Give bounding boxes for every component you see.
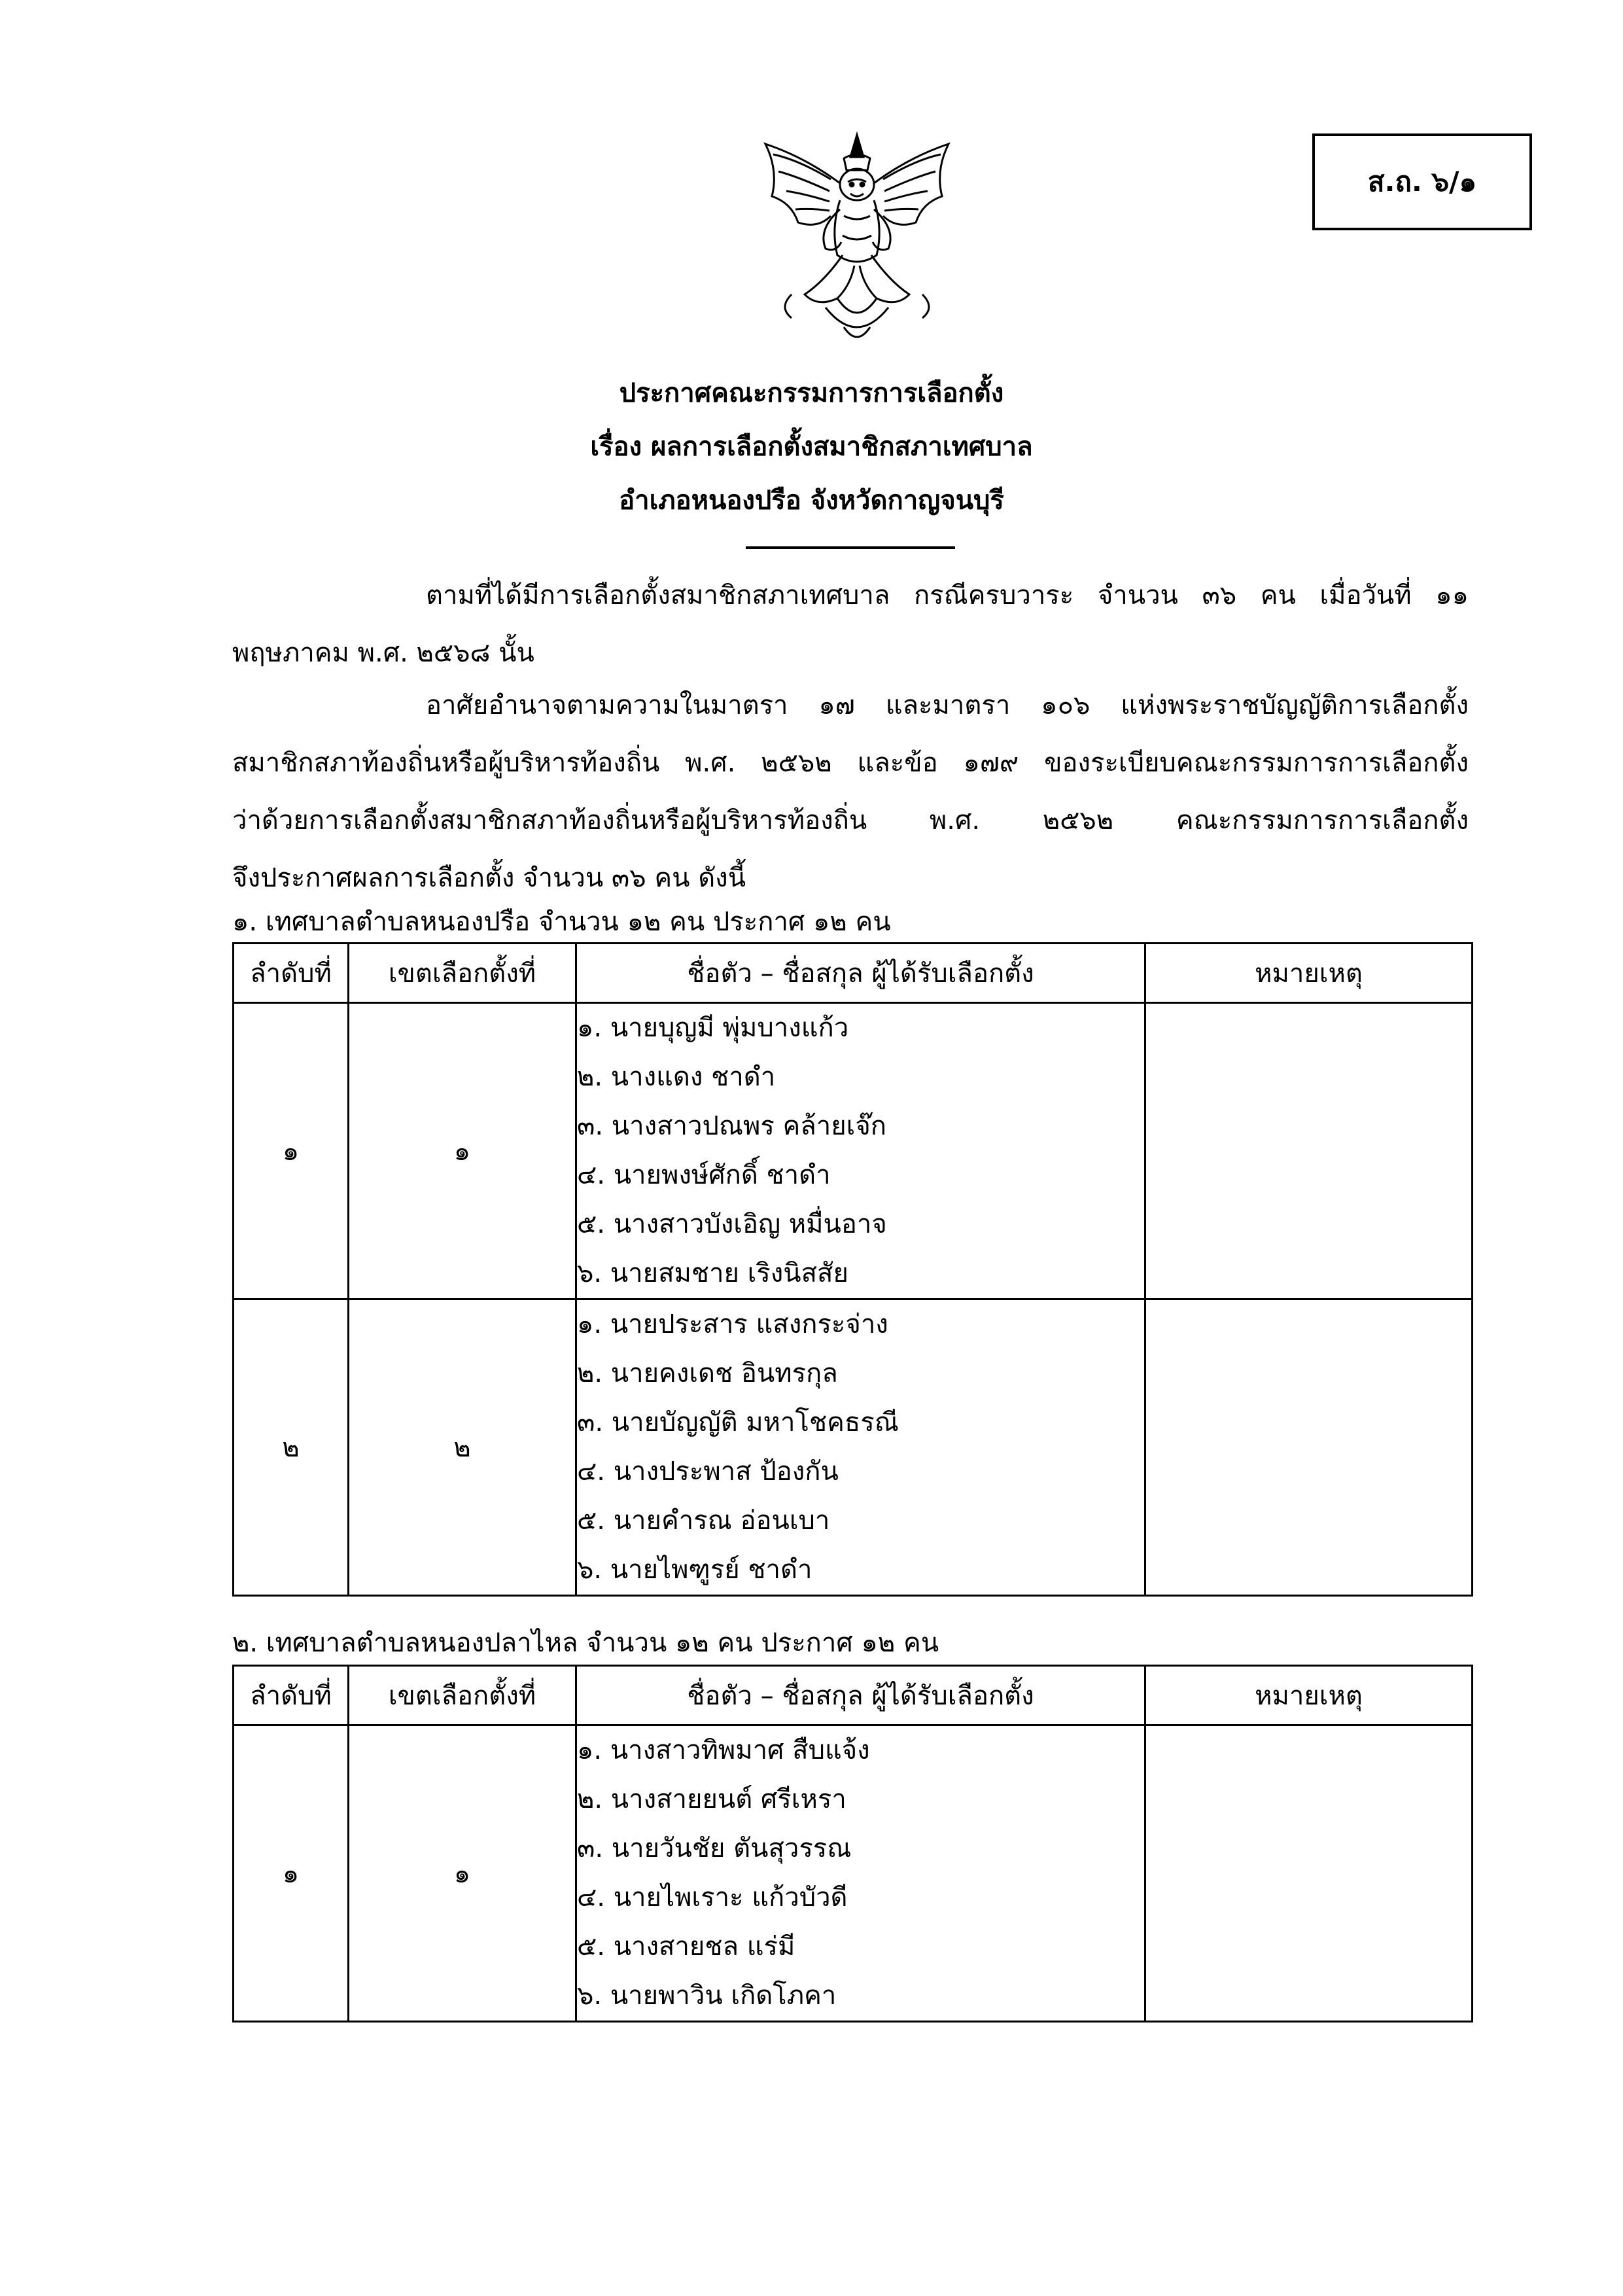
paragraph-1-line-2: พฤษภาคม พ.ศ. ๒๕๖๘ นั้น bbox=[232, 638, 534, 668]
elected-name: ๖. นายพาวิน เกิดโภคา bbox=[577, 1981, 837, 2011]
table-row bbox=[234, 1003, 1473, 1299]
cell-order: ๑ bbox=[234, 1003, 349, 1299]
table-row bbox=[234, 1299, 1473, 1596]
paragraph-2 bbox=[232, 677, 1469, 907]
heading-line-2: เรื่อง ผลการเลือกตั้งสมาชิกสภาเทศบาล bbox=[590, 432, 1033, 462]
header-order: ลำดับที่ bbox=[234, 944, 349, 1003]
elected-name: ๕. นางสายชล แร่มี bbox=[577, 1932, 795, 1962]
heading-line-1: ประกาศคณะกรรมการการเลือกตั้ง bbox=[619, 378, 1004, 408]
cell-names bbox=[576, 1725, 1145, 2022]
paragraph-2-line-2: สมาชิกสภาท้องถิ่นหรือผู้บริหารท้องถิ่น พ.ศ. ๒๕๖๒ และข้อ ๑๗๙ ของระเบียบคณะกรรมการการเลือกตั้ง bbox=[232, 748, 1469, 778]
cell-district: ๑ bbox=[349, 1003, 576, 1299]
header-remark: หมายเหตุ bbox=[1145, 944, 1473, 1003]
cell-district: ๑ bbox=[349, 1725, 576, 2022]
elected-name: ๓. นางสาวปณพร คล้ายเจ๊ก bbox=[577, 1111, 887, 1141]
form-code-box bbox=[1312, 133, 1532, 230]
heading-divider bbox=[746, 546, 955, 549]
elected-name: ๑. นายประสาร แสงกระจ่าง bbox=[577, 1309, 888, 1339]
paragraph-1-line-1: ตามที่ได้มีการเลือกตั้งสมาชิกสภาเทศบาล กรณีครบวาระ จำนวน ๓๖ คน เมื่อวันที่ ๑๑ bbox=[426, 580, 1469, 610]
cell-names bbox=[576, 1003, 1145, 1299]
paragraph-2-line-3: ว่าด้วยการเลือกตั้งสมาชิกสภาท้องถิ่นหรือผู้บริหารท้องถิ่น พ.ศ. ๒๕๖๒ คณะกรรมการการเลือกตั้ง bbox=[232, 805, 1469, 836]
header-name: ชื่อตัว – ชื่อสกุล ผู้ได้รับเลือกตั้ง bbox=[576, 1666, 1145, 1725]
table-header-row bbox=[234, 1666, 1473, 1725]
header-district: เขตเลือกตั้งที่ bbox=[349, 944, 576, 1003]
elected-name: ๔. นายไพเราะ แก้วบัวดี bbox=[577, 1882, 848, 1913]
elected-name: ๑. นางสาวทิพมาศ สืบแจ้ง bbox=[577, 1735, 870, 1765]
section-2-title: ๒. เทศบาลตำบลหนองปลาไหล จำนวน ๑๒ คน ประกาศ ๑๒ คน bbox=[232, 1628, 939, 1658]
paragraph-2-line-1: อาศัยอำนาจตามความในมาตรา ๑๗ และมาตรา ๑๐๖ แห่งพระราชบัญญัติการเลือกตั้ง bbox=[426, 690, 1469, 720]
elected-name: ๖. นายไพฑูรย์ ชาดำ bbox=[577, 1555, 812, 1585]
section-1-title: ๑. เทศบาลตำบลหนองปรือ จำนวน ๑๒ คน ประกาศ ๑๒ คน bbox=[232, 907, 891, 937]
elected-name: ๒. นางแดง ชาดำ bbox=[577, 1062, 776, 1092]
elected-name: ๖. นายสมชาย เริงนิสสัย bbox=[577, 1258, 848, 1288]
results-table-1 bbox=[232, 942, 1473, 1597]
header-name: ชื่อตัว – ชื่อสกุล ผู้ได้รับเลือกตั้ง bbox=[576, 944, 1145, 1003]
elected-name: ๕. นางสาวบังเอิญ หมื่นอาจ bbox=[577, 1209, 887, 1239]
elected-name: ๕. นายคำรณ อ่อนเบา bbox=[577, 1506, 830, 1536]
elected-name: ๔. นายพงษ์ศักดิ์ ชาดำ bbox=[577, 1160, 831, 1190]
results-table-2 bbox=[232, 1665, 1473, 2022]
elected-name: ๓. นายบัญญัติ มหาโชคธรณี bbox=[577, 1407, 899, 1438]
elected-name: ๔. นางประพาส ป้องกัน bbox=[577, 1457, 839, 1487]
cell-remark bbox=[1145, 1003, 1473, 1299]
elected-name: ๒. นายคงเดช อินทรกุล bbox=[577, 1358, 838, 1388]
header-remark: หมายเหตุ bbox=[1145, 1666, 1473, 1725]
paragraph-1 bbox=[232, 567, 1469, 682]
cell-remark bbox=[1145, 1725, 1473, 2022]
table-row bbox=[234, 1725, 1473, 2022]
cell-order: ๑ bbox=[234, 1725, 349, 2022]
elected-name: ๑. นายบุญมี พุ่มบางแก้ว bbox=[577, 1013, 849, 1043]
cell-remark bbox=[1145, 1299, 1473, 1596]
garuda-emblem-icon bbox=[752, 131, 962, 353]
cell-names bbox=[576, 1299, 1145, 1596]
heading-line-3: อำเภอหนองปรือ จังหวัดกาญจนบุรี bbox=[619, 486, 1004, 516]
form-code: ส.ถ. ๖/๑ bbox=[1367, 166, 1477, 198]
header-order: ลำดับที่ bbox=[234, 1666, 349, 1725]
cell-order: ๒ bbox=[234, 1299, 349, 1596]
elected-name: ๓. นายวันชัย ตันสุวรรณ bbox=[577, 1833, 852, 1863]
cell-district: ๒ bbox=[349, 1299, 576, 1596]
elected-name: ๒. นางสายยนต์ ศรีเหรา bbox=[577, 1784, 846, 1814]
table-header-row bbox=[234, 944, 1473, 1003]
paragraph-2-line-4: จึงประกาศผลการเลือกตั้ง จำนวน ๓๖ คน ดังนี้ bbox=[232, 863, 746, 893]
header-district: เขตเลือกตั้งที่ bbox=[349, 1666, 576, 1725]
